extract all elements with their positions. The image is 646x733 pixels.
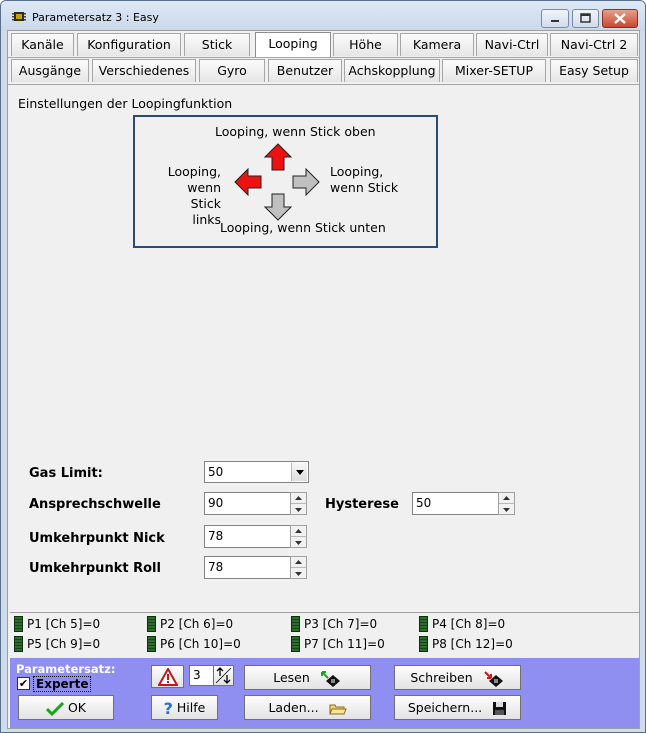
led-icon (14, 636, 23, 652)
gas-limit-select[interactable] (204, 461, 309, 483)
ansprechschwelle-value: 90 (208, 496, 224, 510)
save-button[interactable] (394, 695, 521, 720)
tab-ausgaenge[interactable]: Ausgänge (11, 59, 89, 82)
looping-diagram (133, 115, 438, 248)
ok-button[interactable] (18, 695, 114, 720)
floppy-disk-icon (492, 701, 507, 716)
umkehrpunkt-nick-input[interactable] (204, 525, 291, 548)
arrow-down-icon[interactable] (264, 193, 292, 221)
tab-benutzer[interactable]: Benutzer (268, 59, 342, 82)
close-icon (603, 10, 637, 27)
load-label: Laden... (268, 700, 319, 715)
channel-label: P6 [Ch 10]=0 (160, 637, 241, 651)
ansprechschwelle-spin[interactable] (290, 492, 307, 515)
channel-label: P4 [Ch 8]=0 (432, 617, 506, 631)
tab-looping[interactable]: Looping (255, 32, 331, 57)
write-button[interactable] (394, 665, 521, 690)
channel-label: P1 [Ch 5]=0 (27, 617, 101, 631)
checkmark-icon (46, 702, 64, 716)
tab-stick[interactable]: Stick (184, 33, 250, 56)
gas-limit-value: 50 (208, 465, 224, 479)
looping-left-line-2: wenn Stick (187, 180, 221, 211)
title-bar (1, 1, 645, 31)
spin-up-icon[interactable] (499, 493, 514, 504)
led-icon (419, 616, 428, 632)
led-icon (291, 636, 300, 652)
warning-button[interactable] (151, 665, 184, 688)
read-device-icon (320, 670, 342, 688)
tab-gyro[interactable]: Gyro (199, 59, 265, 82)
led-icon (291, 616, 300, 632)
read-label: Lesen (273, 670, 310, 685)
led-icon (147, 616, 156, 632)
ok-label: OK (67, 700, 87, 715)
led-icon (147, 636, 156, 652)
umkehrpunkt-nick-spin[interactable] (290, 525, 307, 548)
spin-up-icon[interactable] (291, 493, 306, 504)
write-label: Schreiben (410, 670, 473, 685)
maximize-button[interactable] (572, 9, 599, 28)
looping-left-line-3: links (192, 212, 221, 227)
umkehrpunkt-nick-stepper[interactable] (204, 525, 308, 548)
arrow-left-icon[interactable] (234, 168, 262, 196)
looping-up-label: Looping, wenn Stick oben (215, 124, 376, 139)
help-button[interactable] (151, 695, 218, 720)
tab-navi-ctrl[interactable]: Navi-Ctrl (476, 33, 548, 56)
chevron-down-icon[interactable] (291, 463, 307, 481)
parametersatz-label: Parametersatz: (16, 662, 116, 676)
spin-down-icon[interactable] (291, 568, 306, 579)
umkehrpunkt-roll-input[interactable] (204, 556, 291, 579)
folder-open-icon (329, 702, 347, 716)
section-title: Einstellungen der Loopingfunktion (18, 96, 233, 111)
looping-right-label (330, 164, 398, 196)
parametersatz-number-input[interactable]: 3 (189, 665, 215, 686)
umkehrpunkt-roll-spin[interactable] (290, 556, 307, 579)
umkehrpunkt-roll-label: Umkehrpunkt Roll (29, 561, 161, 576)
tab-verschiedenes[interactable]: Verschiedenes (92, 59, 196, 82)
main-panel (7, 30, 640, 729)
spin-updown-icon (214, 666, 233, 685)
tab-konfiguration[interactable]: Konfiguration (77, 33, 181, 56)
tab-kanaele[interactable]: Kanäle (11, 33, 74, 56)
spin-down-icon[interactable] (291, 537, 306, 548)
ansprechschwelle-stepper[interactable] (204, 492, 308, 515)
umkehrpunkt-nick-value: 78 (208, 529, 224, 543)
channel-label: P7 [Ch 11]=0 (304, 637, 385, 651)
spin-up-icon[interactable] (291, 526, 306, 537)
umkehrpunkt-roll-value: 78 (208, 560, 224, 574)
bottom-toolbar (10, 658, 639, 728)
parametersatz-spin[interactable] (213, 665, 234, 686)
umkehrpunkt-nick-label: Umkehrpunkt Nick (29, 531, 165, 546)
tab-achskopplung[interactable]: Achskopplung (344, 59, 440, 82)
umkehrpunkt-roll-stepper[interactable] (204, 556, 308, 579)
chip-icon (11, 10, 27, 23)
channel-label: P5 [Ch 9]=0 (27, 637, 101, 651)
arrow-right-icon[interactable] (292, 168, 320, 196)
ansprechschwelle-label: Ansprechschwelle (29, 497, 161, 512)
led-icon (14, 616, 23, 632)
maximize-icon (573, 10, 598, 27)
help-label: Hilfe (176, 700, 206, 715)
save-label: Speichern... (407, 700, 483, 715)
minimize-icon (542, 10, 568, 27)
arrow-up-icon[interactable] (264, 143, 292, 171)
ansprechschwelle-input[interactable] (204, 492, 291, 515)
close-button[interactable] (602, 9, 638, 28)
tab-kamera[interactable]: Kamera (400, 33, 474, 56)
tab-navi-ctrl-2[interactable]: Navi-Ctrl 2 (550, 33, 638, 56)
expert-label[interactable]: Experte (33, 676, 91, 692)
spin-up-icon[interactable] (291, 557, 306, 568)
hysterese-value: 50 (416, 496, 432, 510)
tab-easy-setup[interactable]: Easy Setup (550, 59, 638, 82)
looping-left-line-1: Looping, (167, 164, 221, 179)
read-button[interactable] (244, 665, 371, 690)
expert-checkbox[interactable]: ✔ (18, 677, 29, 690)
looping-right-line-2: wenn Stick (330, 180, 399, 195)
write-device-icon (483, 670, 505, 688)
warning-icon (158, 668, 178, 686)
tab-mixer-setup[interactable]: Mixer-SETUP (442, 59, 546, 82)
hysterese-input[interactable] (412, 492, 499, 515)
gas-limit-label: Gas Limit: (29, 466, 103, 481)
minimize-button[interactable] (541, 9, 569, 28)
looping-right-line-1: Looping, (330, 164, 384, 179)
channel-label: P3 [Ch 7]=0 (304, 617, 378, 631)
spin-down-icon[interactable] (499, 504, 514, 515)
looping-down-label: Looping, wenn Stick unten (220, 220, 386, 235)
hysterese-label: Hysterese (325, 497, 399, 512)
tab-content-border (8, 84, 639, 85)
channel-label: P8 [Ch 12]=0 (432, 637, 513, 651)
hysterese-stepper[interactable] (412, 492, 516, 515)
tab-hoehe[interactable]: Höhe (333, 33, 398, 56)
window-title: Parametersatz 3 : Easy (32, 11, 159, 24)
hysterese-spin[interactable] (498, 492, 515, 515)
tab-divider (8, 57, 639, 58)
help-icon: ? (163, 699, 173, 718)
spin-down-icon[interactable] (291, 504, 306, 515)
channel-status-panel (10, 612, 639, 657)
led-icon (419, 636, 428, 652)
looping-left-label (155, 164, 221, 228)
load-button[interactable] (244, 695, 371, 720)
channel-label: P2 [Ch 6]=0 (160, 617, 234, 631)
